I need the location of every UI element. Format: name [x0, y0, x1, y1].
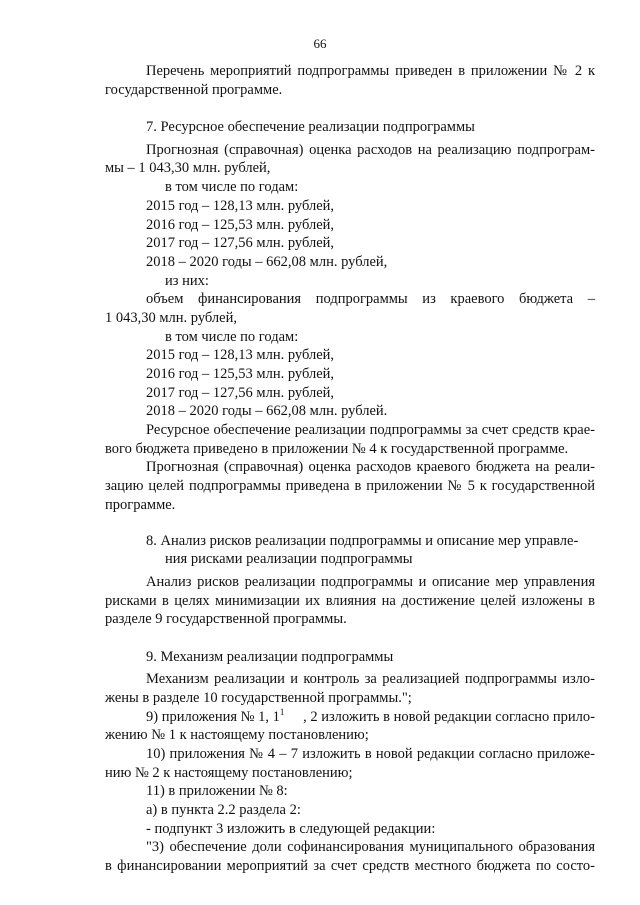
text-line: Прогнозная (справочная) оценка расходов краевого бюджета на реали-	[146, 459, 595, 475]
text-line: 1 043,30 млн. рублей,	[105, 310, 237, 326]
section-8-heading: 8. Анализ рисков реализации подпрограммы и описание мер управле-	[146, 533, 579, 549]
text-line: 10) приложения № 4 – 7 изложить в новой редакции согласно приложе-	[146, 746, 595, 762]
section-7-heading: 7. Ресурсное обеспечение реализации подпрограммы	[146, 119, 475, 135]
text-line: государственной программе.	[105, 82, 283, 98]
text-line: Анализ рисков реализации подпрограммы и описание мер управления	[146, 574, 595, 590]
page-number: 66	[313, 36, 327, 51]
text-line: 11) в приложении № 8:	[146, 783, 288, 799]
text-line: из них:	[165, 273, 209, 289]
text-line: рисками в целях минимизации их влияния на достижение целей изложены в	[105, 593, 595, 609]
section-8-heading: ния рисками реализации подпрограммы	[165, 551, 413, 567]
year-line: 2016 год – 125,53 млн. рублей,	[146, 366, 335, 382]
text-line: "3) обеспечение доли софинансирования муниципального образования	[146, 839, 595, 855]
text-line: Прогнозная (справочная) оценка расходов на реализацию подпрограм-	[146, 142, 595, 158]
year-line: 2015 год – 128,13 млн. рублей,	[146, 198, 335, 214]
year-line: 2017 год – 127,56 млн. рублей,	[146, 385, 335, 401]
item-9-text: 9) приложения № 1, $1^1$	[146, 707, 285, 725]
year-line: 2018 – 2020 годы – 662,08 млн. рублей,	[146, 254, 388, 270]
item-9-line	[146, 708, 595, 726]
text-line: Механизм реализации и контроль за реализацией подпрограммы изло-	[146, 671, 595, 687]
item-9-text-rest: , 2 изложить в новой редакции согласно прило-	[303, 709, 595, 725]
text-line: нию № 2 к настоящему постановлению;	[105, 765, 353, 781]
text-line: в том числе по годам:	[165, 179, 299, 195]
text-line: программе.	[105, 497, 176, 513]
text-line: Ресурсное обеспечение реализации подпрограммы за счет средств крае-	[146, 422, 595, 438]
text-line: - подпункт 3 изложить в следующей редакции:	[146, 821, 436, 837]
text-line: в финансировании мероприятий за счет средств местного бюджета по состо-	[105, 858, 595, 874]
text-line: зацию целей подпрограммы приведена в приложении № 5 к государственной	[105, 478, 595, 494]
text-line: а) в пункта 2.2 раздела 2:	[146, 802, 301, 818]
year-line: 2015 год – 128,13 млн. рублей,	[146, 347, 335, 363]
year-line: 2018 – 2020 годы – 662,08 млн. рублей.	[146, 403, 388, 419]
year-line: 2016 год – 125,53 млн. рублей,	[146, 217, 335, 233]
text-line: жены в разделе 10 государственной программы.";	[105, 690, 412, 706]
text-line: в том числе по годам:	[165, 329, 299, 345]
text-line: жению № 1 к настоящему постановлению;	[105, 727, 369, 743]
text-line: вого бюджета приведено в приложении № 4 к государственной программе.	[105, 441, 569, 457]
year-line: 2017 год – 127,56 млн. рублей,	[146, 235, 335, 251]
section-9-heading: 9. Механизм реализации подпрограммы	[146, 649, 394, 665]
text-line: объем финансирования подпрограммы из краевого бюджета –	[146, 291, 595, 307]
text-line: разделе 9 государственной программы.	[105, 611, 347, 627]
text-line: мы – 1 043,30 млн. рублей,	[105, 160, 271, 176]
text-line: Перечень мероприятий подпрограммы приведен в приложении № 2 к	[146, 63, 595, 79]
